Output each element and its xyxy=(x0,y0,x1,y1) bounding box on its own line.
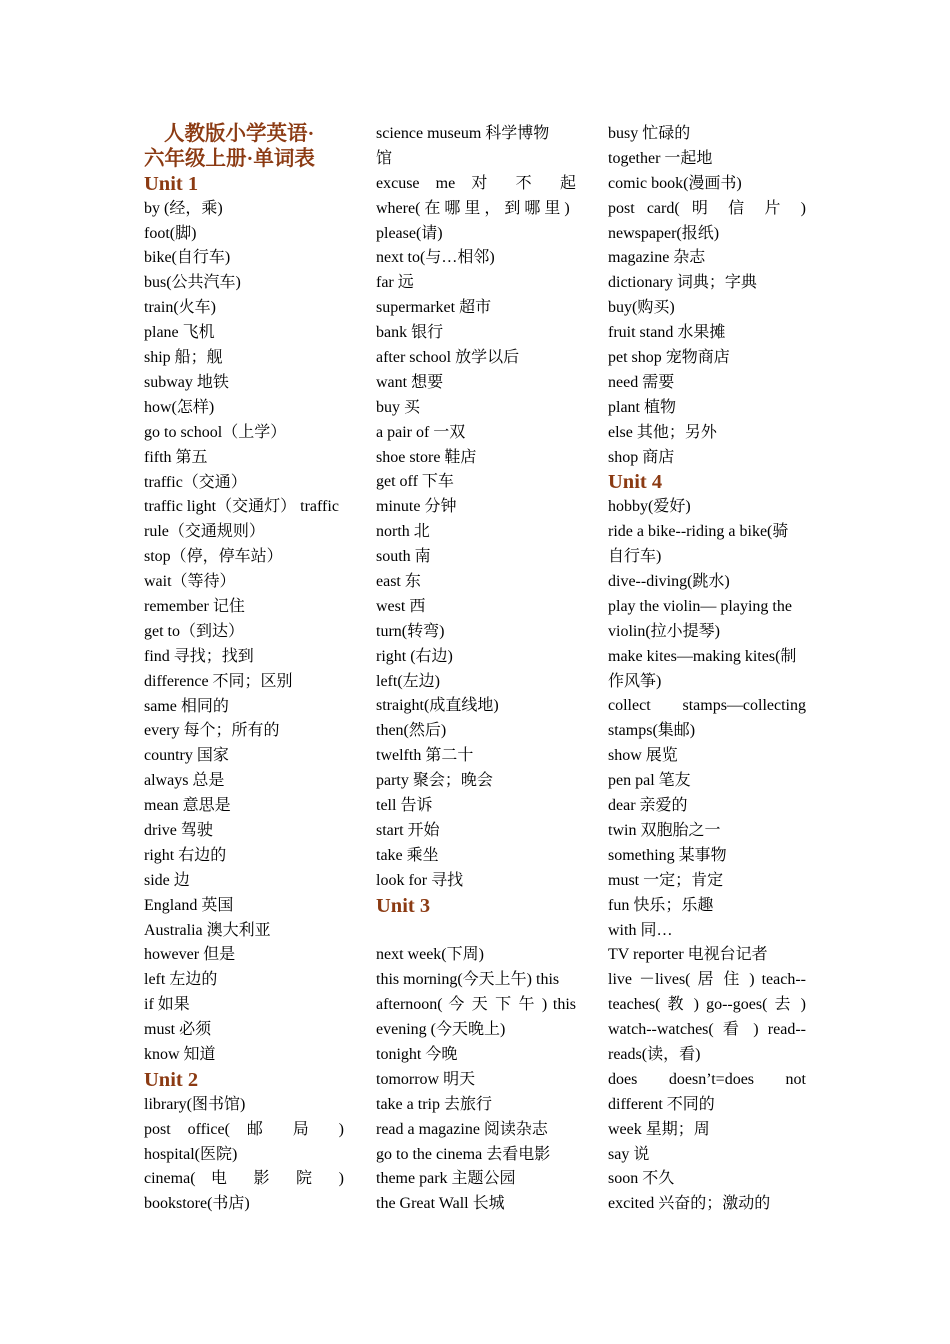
vocab-line: plane 飞机 xyxy=(144,324,215,342)
vocab-line: drive 驾驶 xyxy=(144,821,213,839)
column-2 xyxy=(376,122,576,1217)
vocab-line: where( 在 哪 里 ， 到 哪 里 ) xyxy=(376,199,570,217)
vocab-line: right 右边的 xyxy=(144,846,227,864)
vocab-line: wait（等待） xyxy=(144,573,236,591)
vocab-line: buy 买 xyxy=(376,398,421,416)
vocab-line: make kites—making kites(制 xyxy=(608,647,797,665)
vocab-line: with 同… xyxy=(608,921,673,939)
vocab-line: after school 放学以后 xyxy=(376,349,520,367)
vocab-line: dear 亲爱的 xyxy=(608,797,688,815)
title-line-1: 人教版小学英语· xyxy=(164,123,315,145)
vocab-line: side 边 xyxy=(144,871,190,889)
vocab-line: 馆 xyxy=(376,149,393,167)
vocab-line: get to（到达） xyxy=(144,622,244,640)
vocab-line: play the violin— playing the xyxy=(608,597,792,615)
vocab-line: go to school（上学） xyxy=(144,423,287,441)
vocab-line: week 星期；周 xyxy=(608,1120,710,1138)
vocab-line: right (右边) xyxy=(376,647,453,665)
vocab-line: shop 商店 xyxy=(608,448,675,466)
vocab-line: bike(自行车) xyxy=(144,249,231,267)
document-title xyxy=(144,122,344,172)
unit-3-heading: Unit 3 xyxy=(376,894,431,917)
vocab-line: take a trip 去旅行 xyxy=(376,1095,492,1113)
vocab-line: west 西 xyxy=(376,597,426,615)
vocab-line: stop（停，停车站） xyxy=(144,548,283,566)
unit-4-heading: Unit 4 xyxy=(608,471,663,494)
vocab-line: theme park 主题公园 xyxy=(376,1170,516,1188)
vocab-line: a pair of 一双 xyxy=(376,423,466,441)
vocab-line: same 相同的 xyxy=(144,697,229,715)
vocab-line: else 其他；另外 xyxy=(608,423,717,441)
vocab-line: fun 快乐；乐趣 xyxy=(608,896,714,914)
vocab-line: bus(公共汽车) xyxy=(144,274,241,292)
vocab-line: fifth 第五 xyxy=(144,448,208,466)
vocab-line: difference 不同；区别 xyxy=(144,672,293,690)
vocab-line: straight(成直线地) xyxy=(376,697,499,715)
vocab-line: this morning(今天上午) this xyxy=(376,971,560,989)
vocab-line: supermarket 超市 xyxy=(376,299,492,317)
vocab-line: library(图书馆) xyxy=(144,1095,246,1113)
vocab-line: by (经，乘) xyxy=(144,199,223,217)
vocab-line: take 乘坐 xyxy=(376,846,439,864)
vocab-line: ship 船；舰 xyxy=(144,349,223,367)
column-3 xyxy=(608,122,806,1217)
unit-2-word-list-continued xyxy=(376,122,576,894)
vocab-line: pen pal 笔友 xyxy=(608,772,691,790)
vocab-line: twin 双胞胎之一 xyxy=(608,821,721,839)
vocab-line: then(然后) xyxy=(376,722,447,740)
vocab-line: something 某事物 xyxy=(608,846,727,864)
unit-1-word-list xyxy=(144,197,344,1068)
vocab-line: north 北 xyxy=(376,523,430,541)
vocab-line: south 南 xyxy=(376,548,431,566)
vocab-line: must 必须 xyxy=(144,1021,212,1039)
vocab-line: watch--watches( 看 ) read-- xyxy=(608,1021,806,1039)
vocab-line: dictionary 词典；字典 xyxy=(608,274,757,292)
vocab-line: 自行车) xyxy=(608,548,662,566)
vocab-line: tomorrow 明天 xyxy=(376,1070,476,1088)
vocab-line: always 总是 xyxy=(144,772,225,790)
vocab-line: far 远 xyxy=(376,274,414,292)
vocab-line: twelfth 第二十 xyxy=(376,747,474,765)
vocab-line: evening (今天晚上) xyxy=(376,1021,506,1039)
vocab-line: violin(拉小提琴) xyxy=(608,622,720,640)
vocab-line: need 需要 xyxy=(608,373,675,391)
vocab-line: country 国家 xyxy=(144,747,229,765)
vocab-line: if 如果 xyxy=(144,996,190,1014)
vocab-line: go to the cinema 去看电影 xyxy=(376,1145,551,1163)
vocab-line: stamps(集邮) xyxy=(608,722,696,740)
unit-3-word-list-continued xyxy=(608,122,806,470)
vocab-line: want 想要 xyxy=(376,373,444,391)
vocab-line: reads(读，看) xyxy=(608,1045,701,1063)
vocab-line: England 英国 xyxy=(144,896,234,914)
vocab-line: different 不同的 xyxy=(608,1095,715,1113)
vocab-line: magazine 杂志 xyxy=(608,249,706,267)
vocab-line: busy 忙碌的 xyxy=(608,125,691,142)
vocab-line: find 寻找；找到 xyxy=(144,647,254,665)
vocab-line: post card( 明 信 片 ) xyxy=(608,199,806,217)
vocab-line: how(怎样) xyxy=(144,398,215,416)
vocab-line: next to(与…相邻) xyxy=(376,249,495,267)
vocab-line: buy(购买) xyxy=(608,299,675,317)
vocab-line: mean 意思是 xyxy=(144,797,231,815)
unit-2-word-list xyxy=(144,1093,344,1217)
vocab-line: collect stamps—collecting xyxy=(608,697,806,715)
vocab-line: left 左边的 xyxy=(144,971,218,989)
vocab-line: newspaper(报纸) xyxy=(608,224,720,242)
vocab-line: hobby(爱好) xyxy=(608,498,691,516)
vocab-line: afternoon( 今 天 下 午 ) this xyxy=(376,996,576,1014)
vocab-line: fruit stand 水果摊 xyxy=(608,324,726,342)
vocab-line: does doesn’t=does not xyxy=(608,1070,806,1088)
unit-1-heading: Unit 1 xyxy=(144,172,199,195)
vocab-line: bookstore(书店) xyxy=(144,1195,250,1213)
vocab-line: party 聚会；晚会 xyxy=(376,772,493,790)
vocab-line: show 展览 xyxy=(608,747,678,765)
vocab-line: rule（交通规则） xyxy=(144,523,265,541)
vocab-line: every 每个；所有的 xyxy=(144,722,280,740)
vocab-line: post office( 邮 局 ) xyxy=(144,1120,344,1138)
vocab-line: must 一定；肯定 xyxy=(608,871,724,889)
blank-line xyxy=(376,919,576,944)
vocab-line: dive--diving(跳水) xyxy=(608,573,730,591)
vocab-line: next week(下周) xyxy=(376,946,484,964)
vocab-line: read a magazine 阅读杂志 xyxy=(376,1120,548,1138)
vocab-line: get off 下车 xyxy=(376,473,454,491)
vocab-line: minute 分钟 xyxy=(376,498,457,516)
vocab-line: bank 银行 xyxy=(376,324,444,342)
vocab-line: TV reporter 电视台记者 xyxy=(608,946,768,964)
vocab-line: tonight 今晚 xyxy=(376,1045,458,1063)
vocab-line: traffic（交通） xyxy=(144,473,247,491)
vocab-line: plant 植物 xyxy=(608,398,676,416)
vocab-line: left(左边) xyxy=(376,672,440,690)
column-1 xyxy=(144,122,344,1217)
vocab-line: together 一起地 xyxy=(608,149,713,167)
vocab-line: comic book(漫画书) xyxy=(608,174,742,192)
vocab-line: remember 记住 xyxy=(144,597,245,615)
vocab-line: science museum 科学博物 xyxy=(376,125,550,142)
title-line-2: 六年级上册·单词表 xyxy=(144,147,315,170)
vocab-line: turn(转弯) xyxy=(376,622,445,640)
vocab-line: train(火车) xyxy=(144,299,216,317)
vocab-line: ride a bike--riding a bike(骑 xyxy=(608,523,789,541)
vocab-line: please(请) xyxy=(376,224,443,242)
vocab-line: the Great Wall 长城 xyxy=(376,1195,505,1213)
vocab-line: teaches( 教 ) go--goes( 去 ) xyxy=(608,996,806,1014)
vocab-line: look for 寻找 xyxy=(376,871,464,889)
vocab-line: cinema( 电 影 院 ) xyxy=(144,1170,344,1188)
unit-4-word-list xyxy=(608,495,806,1217)
vocab-line: tell 告诉 xyxy=(376,797,433,815)
unit-2-heading: Unit 2 xyxy=(144,1068,199,1091)
vocab-line: Australia 澳大利亚 xyxy=(144,921,271,939)
unit-3-word-list xyxy=(376,943,576,1217)
vocab-line: hospital(医院) xyxy=(144,1145,238,1163)
vocab-line: 作风筝) xyxy=(608,672,662,690)
vocab-line: excited 兴奋的；激动的 xyxy=(608,1195,771,1213)
vocab-line: soon 不久 xyxy=(608,1170,675,1188)
vocab-line: shoe store 鞋店 xyxy=(376,448,477,466)
vocab-line: say 说 xyxy=(608,1145,650,1163)
vocab-line: however 但是 xyxy=(144,946,236,964)
vocab-line: know 知道 xyxy=(144,1045,216,1063)
vocab-line: traffic light（交通灯） traffic xyxy=(144,498,339,516)
vocab-line: east 东 xyxy=(376,573,421,591)
vocab-line: live －lives( 居 住 ) teach-- xyxy=(608,971,806,989)
vocab-line: subway 地铁 xyxy=(144,373,229,391)
vocab-line: start 开始 xyxy=(376,821,440,839)
vocab-line: pet shop 宠物商店 xyxy=(608,349,730,367)
vocab-line: foot(脚) xyxy=(144,224,197,242)
vocab-line: excuse me 对 不 起 xyxy=(376,174,576,192)
